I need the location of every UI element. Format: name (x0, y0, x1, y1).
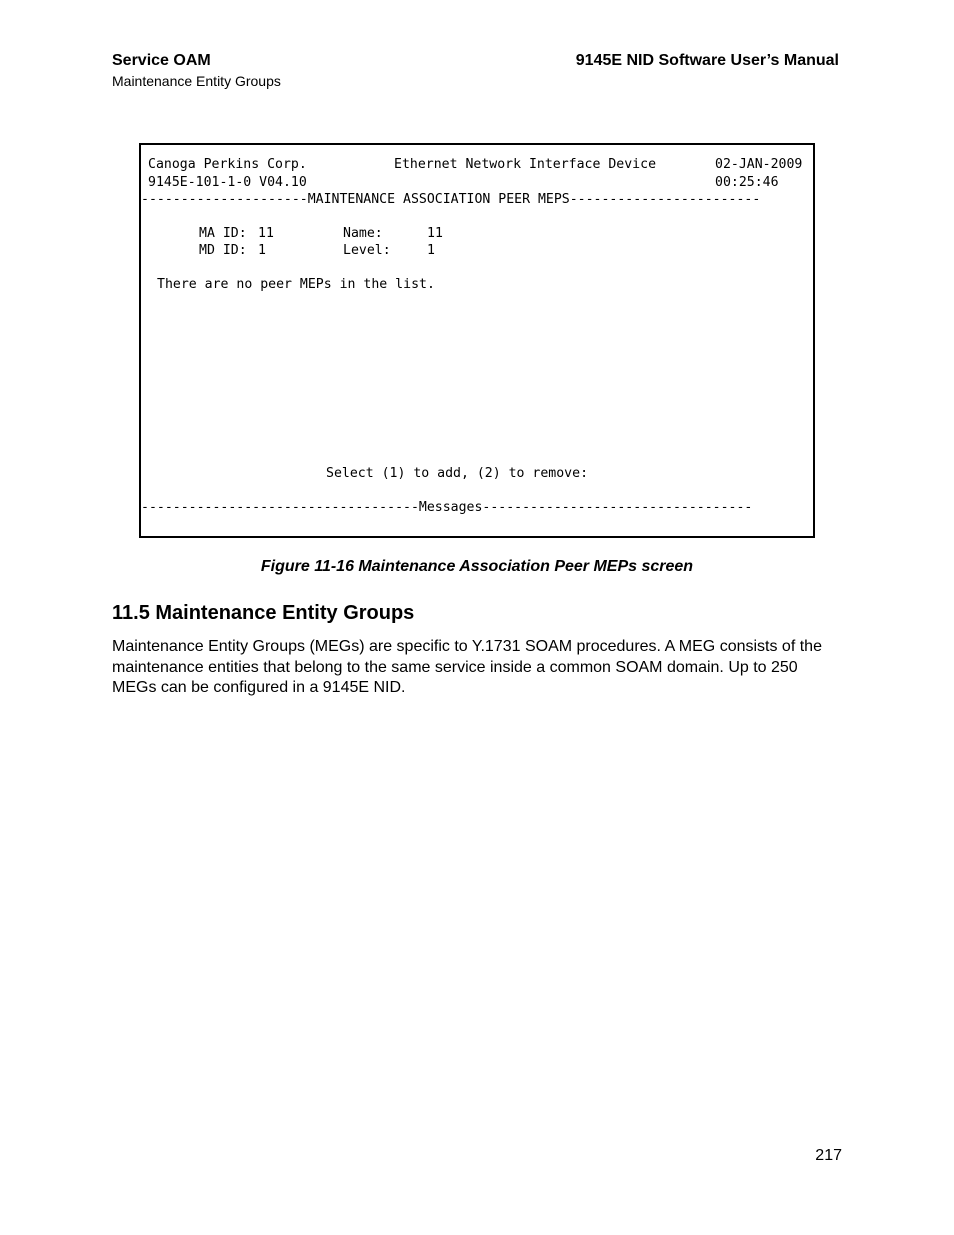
md-id-value: 1 (258, 243, 266, 258)
terminal-company: Canoga Perkins Corp. (148, 157, 307, 172)
terminal-device-name: Ethernet Network Interface Device (394, 157, 657, 172)
empty-list-message: There are no peer MEPs in the list. (157, 277, 435, 292)
running-header-section: Maintenance Entity Groups (112, 73, 281, 89)
terminal-title-rule: ---------------------MAINTENANCE ASSOCIATION PEER MEPS------------------------ (141, 192, 761, 207)
terminal-version: 9145E-101-1-0 V04.10 (148, 175, 307, 190)
terminal-screen-figure (139, 143, 815, 538)
name-label: Name: (343, 226, 383, 241)
ma-id-value: 11 (258, 226, 274, 241)
terminal-date: 02-JAN-2009 (715, 157, 803, 172)
level-value: 1 (427, 243, 435, 258)
md-id-label: MD ID: (199, 243, 247, 258)
ma-id-label: MA ID: (199, 226, 247, 241)
page-number: 217 (815, 1147, 842, 1164)
name-value: 11 (427, 226, 443, 241)
section-heading: 11.5 Maintenance Entity Groups (112, 602, 415, 624)
running-header-chapter: Service OAM (112, 52, 211, 69)
body-paragraph: Maintenance Entity Groups (MEGs) are specific to Y.1731 SOAM procedures. A MEG consists of the maintenance entities that belong to the same service inside a common SOAM domain. Up to 250 MEGs can be configured in a 9145E NID. (112, 638, 822, 696)
level-label: Level: (343, 243, 391, 258)
messages-rule: -----------------------------------Messages---------------------------------- (141, 500, 753, 515)
terminal-time: 00:25:46 (715, 175, 779, 190)
figure-caption: Figure 11-16 Maintenance Association Peer MEPs screen (260, 558, 694, 575)
command-prompt[interactable]: Select (1) to add, (2) to remove: (326, 466, 589, 481)
running-header-manual-title: 9145E NID Software User’s Manual (575, 52, 839, 69)
